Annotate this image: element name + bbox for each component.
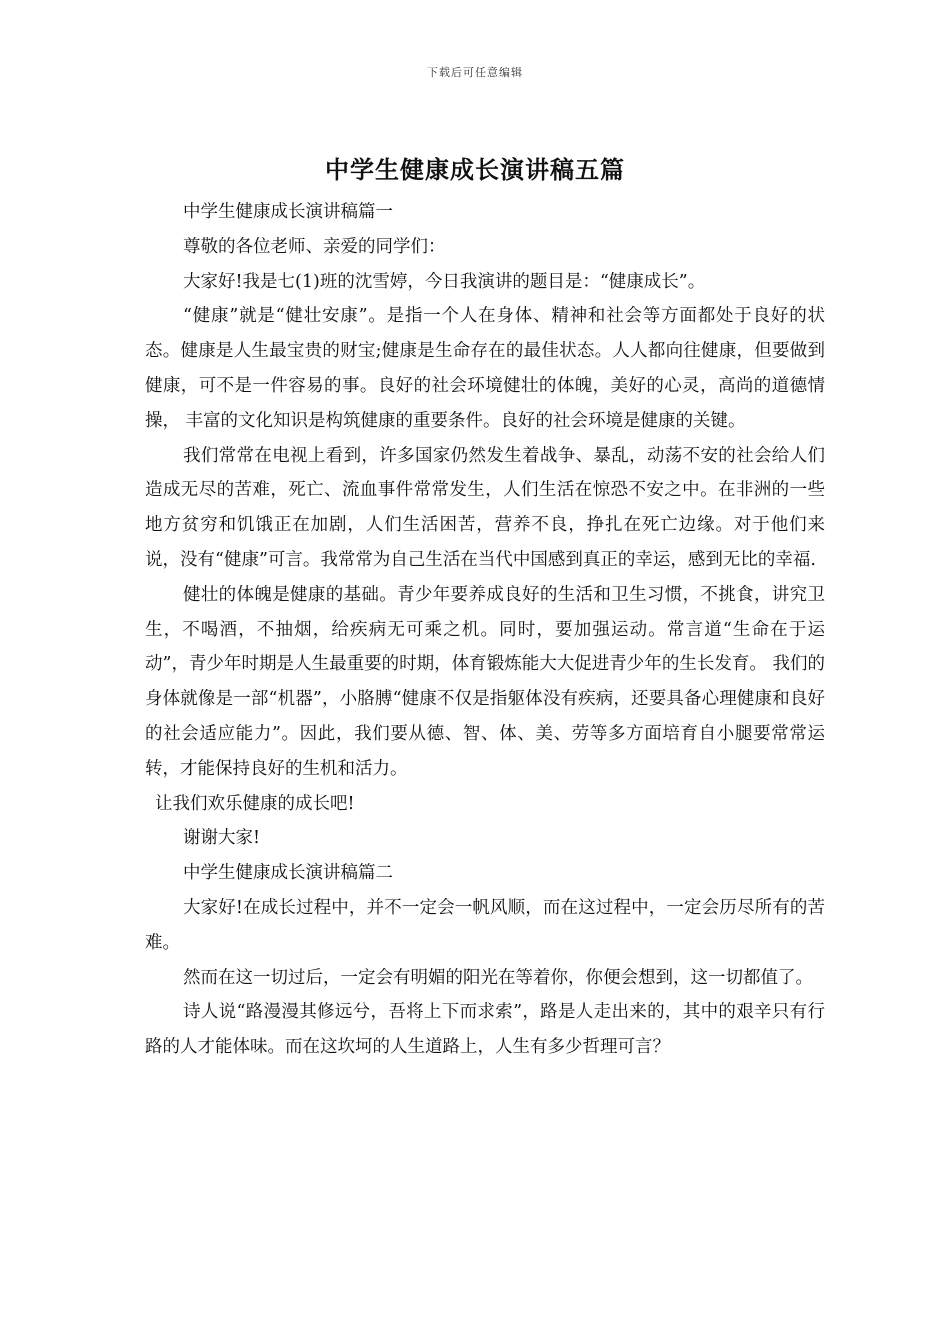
paragraph-sunshine: 然而在这一切过后，一定会有明媚的阳光在等着你，你便会想到，这一切都值了。 [183,967,813,988]
paragraph-growth: 大家好!在成长过程中，并不一定会一帆风顺，而在这过程中，一定会历尽所有的苦难。 [145,897,825,953]
section-heading-2: 中学生健康成长演讲稿篇二 [183,863,393,884]
document-body [145,195,825,1065]
greeting-paragraph: 大家好!我是七(1)班的沈雪婷，今日我演讲的题目是：“健康成长”。 [183,271,706,292]
paragraph-closing-call: 让我们欢乐健康的成长吧! [155,793,355,814]
paragraph-world-situation: 我们常常在电视上看到，许多国家仍然发生着战争、暴乱，动荡不安的社会给人们造成无尽的苦难，死亡、流血事件常常发生，人们生活在惊恐不安之中。在非洲的一些地方贫穷和饥饿正在加剧，人们生活困苦，营养不良，挣扎在死亡边缘。对于他们来说，没有“健康”可言。我常常为自己生活在当代中国感到真正的幸运，感到无比的幸福. [145,445,825,570]
document-title: 中学生健康成长演讲稿五篇 [325,155,625,184]
paragraph-health-definition: “健康”就是“健壮安康”。是指一个人在身体、精神和社会等方面都处于良好的状态。健康是人生最宝贵的财宝;健康是生命存在的最佳状态。人人都向往健康，但要做到健康，可不是一件容易的事。良好的社会环境健壮的体魄，美好的心灵，高尚的道德情操， 丰富的文化知识是构筑健康的重要条件。良好的社会环境是健康的关键。 [145,306,825,431]
paragraph-thanks: 谢谢大家! [183,828,261,849]
salutation: 尊敬的各位老师、亲爱的同学们： [183,236,446,257]
paragraph-poet: 诗人说“路漫漫其修远兮，吾将上下而求索”，路是人走出来的，其中的艰辛只有行路的人才能体味。而在这坎坷的人生道路上，人生有多少哲理可言？ [145,1002,825,1058]
paragraph-strong-body: 健壮的体魄是健康的基础。青少年要养成良好的生活和卫生习惯，不挑食，讲究卫生，不喝酒，不抽烟，给疾病无可乘之机。同时，要加强运动。常言道“生命在于运动”，青少年时期是人生最重要的时期，体育锻炼能大大促进青少年的生长发育。 我们的身体就像是一部“机器”，小胳膊“健康不仅是指躯体没有疾病，还要具备心理健康和良好的社会适应能力”。因此，我们要从德、智、体、美、劳等多方面培育自小腿要常常运转，才能保持良好的生机和活力。 [145,584,825,779]
header-note: 下载后可任意编辑 [427,66,523,79]
section-heading-1: 中学生健康成长演讲稿篇一 [183,202,393,222]
